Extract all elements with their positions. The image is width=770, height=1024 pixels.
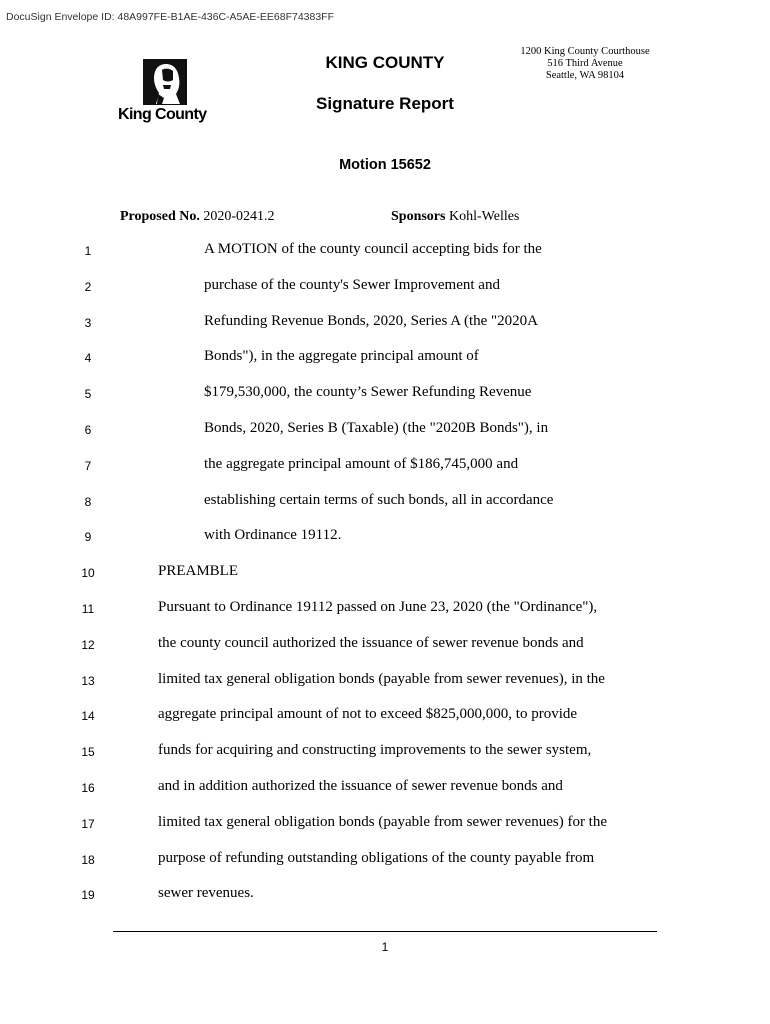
- line-text: PREAMBLE: [158, 563, 239, 579]
- line-text: the aggregate principal amount of $186,745,000 and: [204, 456, 519, 472]
- line-number: 8: [84, 495, 92, 509]
- line-number: 14: [81, 709, 95, 723]
- line-text: funds for acquiring and constructing improvements to the sewer system,: [158, 742, 592, 758]
- line-number: 2: [84, 280, 92, 294]
- line-number: 12: [81, 638, 95, 652]
- line-text: $179,530,000, the county’s Sewer Refunding Revenue: [204, 384, 532, 400]
- line-text: Bonds, 2020, Series B (Taxable) (the "2020B Bonds"), in: [204, 420, 549, 436]
- line-text: purchase of the county's Sewer Improvement and: [204, 277, 500, 293]
- line-number: 6: [84, 423, 92, 437]
- line-text: limited tax general obligation bonds (payable from sewer revenues) for the: [158, 814, 608, 830]
- address-block: [505, 46, 665, 82]
- line-number: 13: [81, 674, 95, 688]
- line-text: Refunding Revenue Bonds, 2020, Series A (the "2020A: [204, 313, 539, 329]
- line-text: the county council authorized the issuance of sewer revenue bonds and: [158, 635, 584, 651]
- proposed-label: Proposed No.: [120, 209, 200, 224]
- envelope-id: DocuSign Envelope ID: 48A997FE-B1AE-436C-A5AE-EE68F74383FF: [6, 11, 335, 23]
- line-text: sewer revenues.: [158, 885, 254, 901]
- logo-text: King County: [118, 106, 207, 123]
- line-text: establishing certain terms of such bonds, all in accordance: [204, 492, 554, 508]
- line-number: 17: [81, 817, 95, 831]
- line-text: aggregate principal amount of not to exceed $825,000,000, to provide: [158, 706, 578, 722]
- address-line: 516 Third Avenue: [547, 58, 623, 69]
- line-number: 1: [84, 244, 92, 258]
- sponsors: [391, 209, 519, 225]
- line-number: 4: [84, 351, 92, 365]
- proposed-number: [120, 209, 275, 225]
- line-text: A MOTION of the county council accepting bids for the: [204, 241, 542, 257]
- county-title: KING COUNTY: [325, 53, 445, 72]
- footer-divider: [113, 931, 657, 932]
- line-number: 5: [84, 387, 92, 401]
- line-text: purpose of refunding outstanding obligations of the county payable from: [158, 850, 595, 866]
- line-number: 11: [81, 602, 95, 616]
- line-text: Pursuant to Ordinance 19112 passed on June 23, 2020 (the "Ordinance"),: [158, 599, 598, 615]
- proposed-value: 2020-0241.2: [203, 209, 275, 224]
- line-number: 18: [81, 853, 95, 867]
- line-text: Bonds"), in the aggregate principal amount of: [204, 348, 479, 364]
- line-number: 7: [84, 459, 92, 473]
- address-line: Seattle, WA 98104: [545, 70, 625, 81]
- sponsors-value: Kohl-Welles: [448, 209, 520, 224]
- line-text: limited tax general obligation bonds (payable from sewer revenues), in the: [158, 671, 605, 687]
- motion-title: Motion 15652: [339, 157, 431, 173]
- sponsors-label: Sponsors: [391, 209, 446, 224]
- line-text: with Ordinance 19112.: [204, 527, 342, 543]
- page-number: 1: [381, 940, 389, 954]
- line-number: 19: [81, 888, 95, 902]
- line-number: 10: [81, 566, 95, 580]
- line-number: 16: [81, 781, 95, 795]
- line-text: and in addition authorized the issuance of sewer revenue bonds and: [158, 778, 563, 794]
- line-number: 15: [81, 745, 95, 759]
- line-number: 9: [84, 530, 92, 544]
- line-number: 3: [84, 316, 92, 330]
- address-line: 1200 King County Courthouse: [520, 46, 650, 57]
- report-title: Signature Report: [316, 94, 454, 113]
